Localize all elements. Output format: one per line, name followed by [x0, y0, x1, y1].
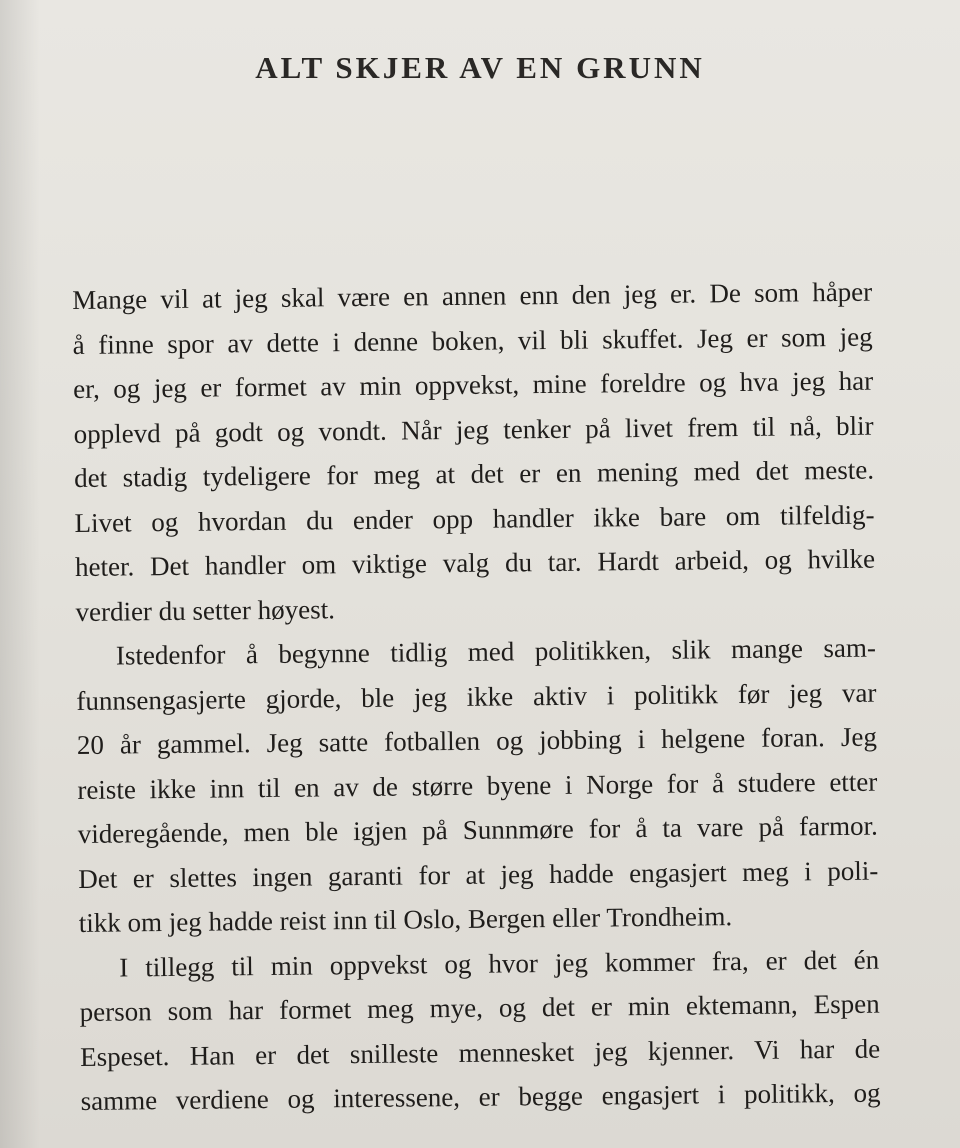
chapter-title: ALT SKJER AV EN GRUNN [255, 50, 705, 85]
text-line: Det er slettes ingen garanti for at jeg hadde engasjert meg i poli- [78, 855, 879, 894]
text-line: funnsengasjerte gjorde, ble jeg ikke aktiv i politikk før jeg var [76, 677, 877, 716]
text-line: samme verdiene og interessene, er begge engasjert i politikk, og [80, 1077, 881, 1116]
text-line: Livet og hvordan du ender opp handler ikke bare om tilfeldig- [74, 499, 875, 538]
paragraph-1 [72, 270, 876, 634]
text-line: verdier du setter høyest. [75, 593, 336, 627]
text-line: videregående, men ble igjen på Sunnmøre for å ta vare på farmor. [77, 810, 878, 849]
text-line: opplevd på godt og vondt. Når jeg tenker på livet frem til nå, blir [73, 410, 874, 449]
text-line: Istedenfor å begynne tidlig med politikken, slik mange sam- [115, 632, 877, 671]
text-line: 20 år gammel. Jeg satte fotballen og jobbing i helgene foran. Jeg [76, 721, 878, 760]
paragraph-3 [79, 937, 881, 1123]
text-line: I tillegg til min oppvekst og hvor jeg kommer fra, er det én [119, 944, 880, 983]
text-line: det stadig tydeligere for meg at det er en mening med det meste. [73, 454, 875, 493]
body-text [72, 270, 881, 1124]
text-line: Mange vil at jeg skal være en annen enn den jeg er. De som håper [72, 276, 873, 315]
text-line: å finne spor av dette i denne boken, vil bli skuffet. Jeg er som jeg [72, 321, 873, 360]
text-line: tikk om jeg hadde reist inn til Oslo, Bergen eller Trondheim. [78, 901, 733, 938]
paragraph-2 [76, 626, 879, 946]
text-line: heter. Det handler om viktige valg du tar. Hardt arbeid, og hvilke [74, 543, 876, 582]
text-line: Espeset. Han er det snilleste mennesket jeg kjenner. Vi har de [79, 1033, 881, 1072]
text-line: person som har formet meg mye, og det er min ektemann, Espen [79, 988, 880, 1027]
text-line: reiste ikke inn til en av de større byene i Norge for å studere etter [77, 766, 878, 805]
text-line: er, og jeg er formet av min oppvekst, mine foreldre og hva jeg har [73, 365, 874, 404]
